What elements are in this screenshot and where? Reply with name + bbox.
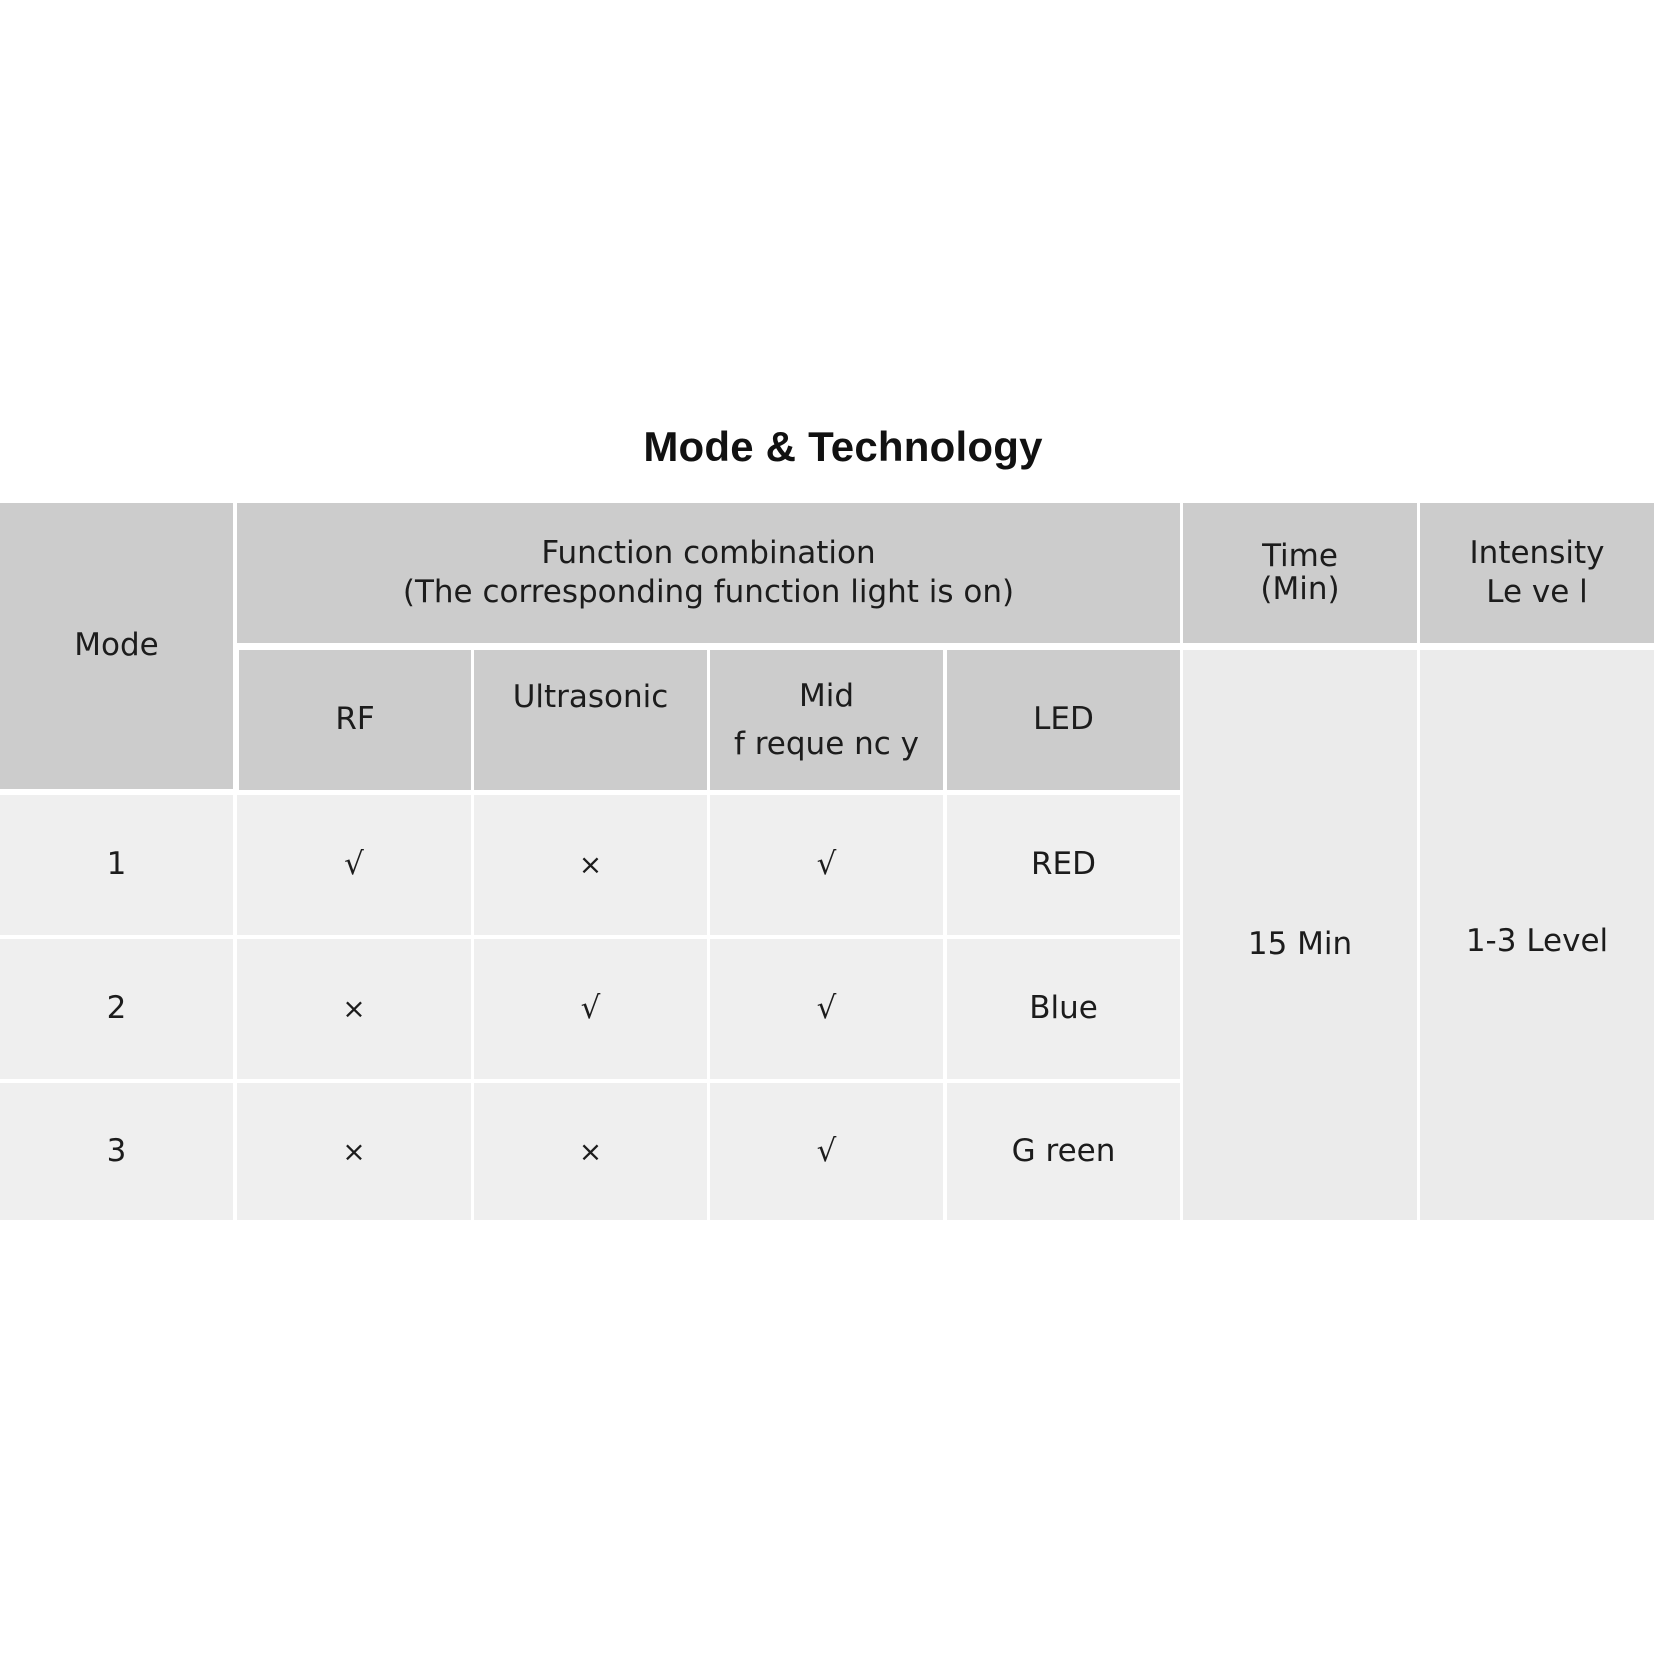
row-2-ultrasonic <box>474 939 707 1079</box>
header-mode-label: Mode <box>74 627 159 664</box>
header-rf-label: RF <box>335 701 375 738</box>
row-3-rf <box>237 1083 471 1220</box>
row-1-ultrasonic <box>474 795 707 935</box>
check-mark: √ <box>816 990 837 1027</box>
row-2-mode-value: 2 <box>106 990 127 1027</box>
header-function-combination <box>237 503 1180 643</box>
header-ultrasonic <box>474 650 707 790</box>
row-2-mid <box>710 939 943 1079</box>
time-value: 15 Min <box>1247 926 1353 963</box>
row-3-led-value: G reen <box>1011 1132 1116 1169</box>
header-led-label: LED <box>1033 701 1094 738</box>
header-rf <box>239 650 471 790</box>
header-time-line2: (Min) <box>1260 571 1340 607</box>
row-1-mode-value: 1 <box>106 846 127 883</box>
header-led <box>947 650 1180 790</box>
intensity-value: 1-3 Level <box>1465 923 1609 960</box>
row-3-mode-value: 3 <box>106 1132 127 1169</box>
row-3-led <box>947 1083 1180 1220</box>
check-mark: √ <box>580 990 601 1027</box>
row-2-led <box>947 939 1180 1079</box>
check-mark: √ <box>816 846 837 883</box>
header-intensity-line1: Intensity <box>1469 534 1605 571</box>
row-3-mid <box>710 1083 943 1220</box>
time-value-cell <box>1183 650 1417 1220</box>
row-3-mode <box>0 1083 233 1220</box>
row-1-led-value: RED <box>1031 846 1096 883</box>
intensity-value-cell <box>1420 650 1654 1220</box>
header-function-line1: Function combination <box>541 534 876 571</box>
row-1-mid <box>710 795 943 935</box>
row-1-rf <box>237 795 471 935</box>
cross-mark: × <box>578 848 603 882</box>
cross-mark: × <box>342 1134 366 1168</box>
row-2-mode <box>0 939 233 1079</box>
check-mark: √ <box>344 846 364 883</box>
header-function-line2: (The corresponding function light is on) <box>402 574 1015 610</box>
page-title: Mode & Technology <box>643 423 1043 470</box>
header-intensity-level <box>1420 503 1654 643</box>
cross-mark: × <box>342 992 366 1026</box>
row-2-led-value: Blue <box>1029 990 1098 1027</box>
row-2-rf <box>237 939 471 1079</box>
header-mid-line2: f reque nc y <box>733 726 920 762</box>
header-mid-frequency <box>710 650 943 790</box>
header-mid-line1: Mid <box>798 677 855 714</box>
cross-mark: × <box>578 1134 603 1168</box>
header-time-line1: Time <box>1262 538 1338 575</box>
header-ultrasonic-label: Ultrasonic <box>512 679 669 715</box>
header-intensity-line2: Le ve l <box>1486 574 1588 610</box>
row-1-mode <box>0 795 233 935</box>
row-1-led <box>947 795 1180 935</box>
row-3-ultrasonic <box>474 1083 707 1220</box>
check-mark: √ <box>816 1132 837 1169</box>
header-time <box>1183 503 1417 643</box>
header-mode <box>0 503 233 789</box>
